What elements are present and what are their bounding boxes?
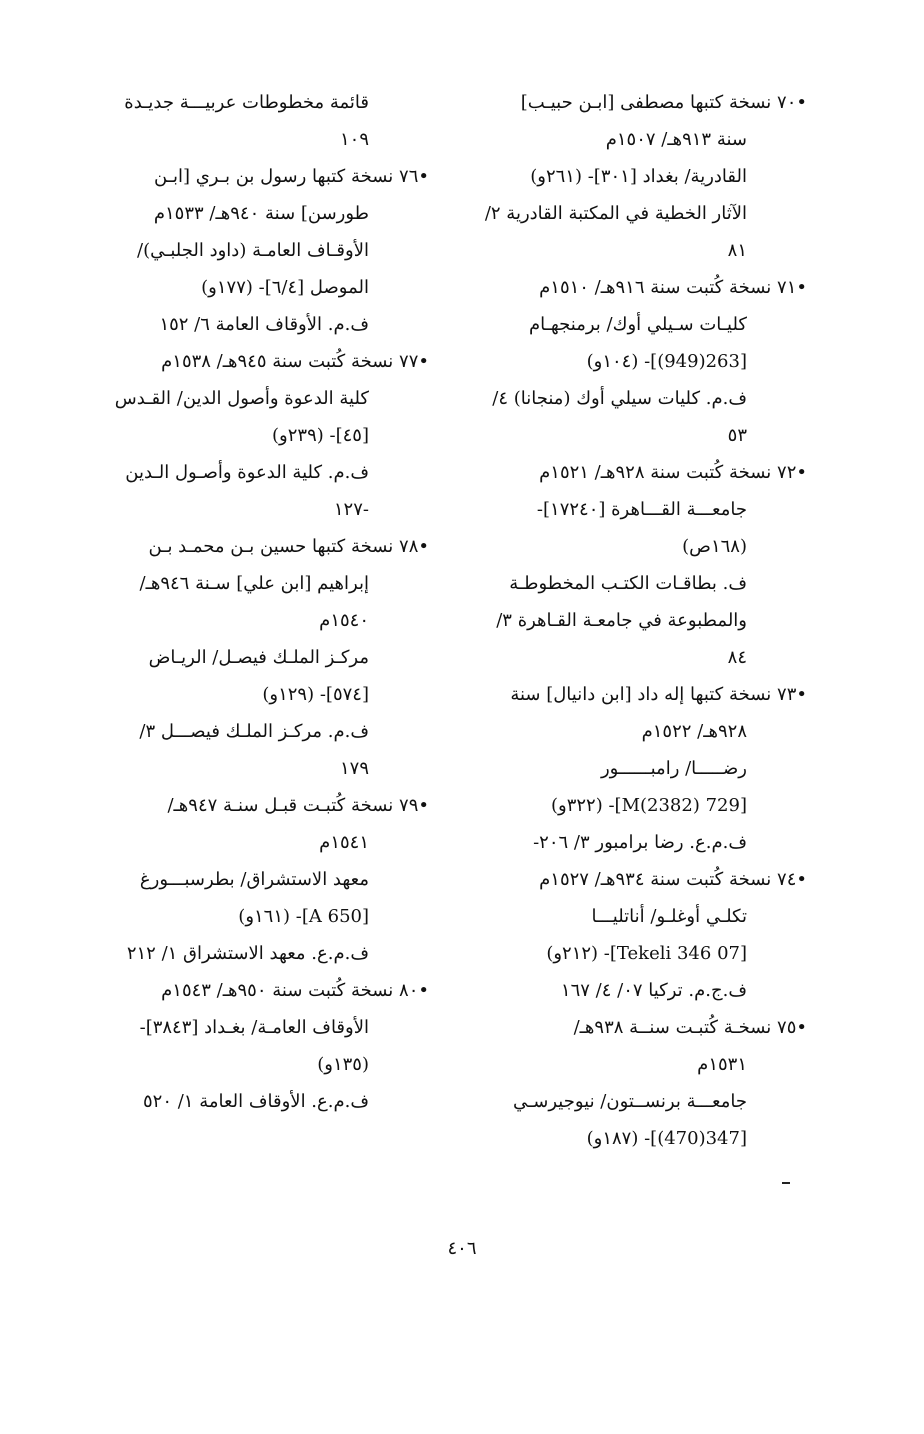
entry-76-date: طورسن] سنة ٩٤٠هـ/ ١٥٣٣م	[153, 203, 369, 224]
entry-74-heading: •٧٤ نسخة كُتبت سنة ٩٣٤هـ/ ١٥٢٧م	[539, 869, 807, 890]
entry-70-reference-cont: ٨١	[727, 240, 747, 261]
entry-77-shelfmark: [٤٥]- (٢٣٩و)	[272, 425, 369, 446]
left-column	[84, 84, 429, 1120]
entry-74-reference: ف.ج.م. تركيا ٠٧/ ٤/ ١٦٧	[560, 980, 747, 1001]
entry-77-reference-page: -١٢٧	[333, 499, 369, 520]
entry-75-location: جامعـــة برنســتون/ نيوجيرسـي	[512, 1091, 747, 1112]
entry-80-folios: (١٣٥و)	[317, 1054, 369, 1075]
entry-79-date: ١٥٤١م	[319, 832, 369, 853]
entry-73-reference: ف.م.ع. رضا برامبور ٣/ ٢٠٦-	[533, 832, 747, 853]
entry-73-shelfmark: [729 M(2382)]- (٣٢٢و)	[550, 795, 747, 816]
entry-74-shelfmark: [07 Tekeli 346]- (٢١٢و)	[546, 943, 747, 964]
entry-78-heading-cont: إبراهيم [ابن علي] سـنة ٩٤٦هـ/	[139, 573, 369, 594]
entry-76-location: الأوقـاف العامـة (داود الجلبـي)/	[137, 240, 369, 261]
entry-79-reference: ف.م.ع. معهد الاستشراق ١/ ٢١٢	[126, 943, 369, 964]
entry-80-location: الأوقاف العامـة/ بغـداد [٣٨٤٣]-	[139, 1017, 369, 1038]
entry-77-reference: ف.م. كلية الدعوة وأصـول الـدين	[125, 462, 369, 483]
page-number: ٤٠٦	[447, 1238, 477, 1259]
entry-79-heading: •٧٩ نسخة كُتبـت قبـل سنـة ٩٤٧هـ/	[167, 795, 429, 816]
entry-73-heading: •٧٣ نسخة كتبها إله داد [ابن دانيال] سنة	[510, 684, 807, 705]
entry-71-heading: •٧١ نسخة كُتبت سنة ٩١٦هـ/ ١٥١٠م	[539, 277, 807, 298]
entry-72-heading: •٧٢ نسخة كُتبت سنة ٩٢٨هـ/ ١٥٢١م	[539, 462, 807, 483]
entry-75-reference: قائمة مخطوطات عربيـــة جديـدة	[124, 92, 369, 113]
entry-76-heading: •٧٦ نسخة كتبها رسول بن بـري [ابـن	[153, 166, 429, 187]
entry-78-reference: ف.م. مركـز الملـك فيصـــل ٣/	[139, 721, 369, 742]
entry-72-reference-cont: والمطبوعة في جامعـة القـاهرة ٣/	[496, 610, 747, 631]
entry-75-reference-page: ١٠٩	[339, 129, 369, 150]
entry-78-date: ١٥٤٠م	[319, 610, 369, 631]
entry-74-location: تكلـي أوغلـو/ أناتليـــا	[591, 906, 747, 927]
entry-75-shelfmark: [347(470)]- (١٨٧و)	[586, 1128, 747, 1149]
entry-77-location: كلية الدعوة وأصول الدين/ القـدس	[114, 388, 369, 409]
entry-76-shelfmark: الموصل [٦/٤]- (١٧٧و)	[201, 277, 369, 298]
entry-78-location: مركـز الملـك فيصـل/ الريـاض	[148, 647, 369, 668]
entry-75-heading: •٧٥ نسخـة كُتبـت سنــة ٩٣٨هـ/	[573, 1017, 807, 1038]
entry-78-heading: •٧٨ نسخة كتبها حسين بـن محمـد بـن	[148, 536, 429, 557]
entry-71-location: كليـات سـيلي أوك/ برمنجهـام	[528, 314, 747, 335]
entry-70-date: سنة ٩١٣هـ/ ١٥٠٧م	[605, 129, 747, 150]
entry-78-shelfmark: [٥٧٤]- (١٢٩و)	[262, 684, 369, 705]
entry-73-date: ٩٢٨هـ/ ١٥٢٢م	[641, 721, 747, 742]
entry-72-location: جامعـــة القـــاهرة [١٧٢٤٠]-	[536, 499, 747, 520]
entry-79-location: معهد الاستشراق/ بطرسبـــورغ	[139, 869, 369, 890]
entry-77-heading: •٧٧ نسخة كُتبت سنة ٩٤٥هـ/ ١٥٣٨م	[161, 351, 429, 372]
entry-71-reference-cont: ٥٣	[727, 425, 747, 446]
entry-79-shelfmark: [A 650]- (١٦١و)	[238, 906, 369, 927]
stray-mark	[782, 1182, 790, 1184]
entry-71-shelfmark: [263(949)]- (١٠٤و)	[586, 351, 747, 372]
entry-70-heading: •٧٠ نسخة كتبها مصطفى [ابـن حبيـب]	[520, 92, 807, 113]
entry-76-reference: ف.م. الأوقاف العامة ٦/ ١٥٢	[159, 314, 369, 335]
entry-73-location: رضـــــا/ رامبــــــور	[600, 758, 747, 779]
entry-80-heading: •٨٠ نسخة كُتبت سنة ٩٥٠هـ/ ١٥٤٣م	[161, 980, 429, 1001]
entry-72-reference-page: ٨٤	[727, 647, 747, 668]
right-column	[462, 84, 807, 1157]
entry-71-reference: ف.م. كليات سيلي أوك (منجانا) ٤/	[492, 388, 747, 409]
entry-72-folios: (١٦٨ص)	[682, 536, 747, 557]
entry-78-reference-page: ١٧٩	[339, 758, 369, 779]
entry-80-reference: ف.م.ع. الأوقاف العامة ١/ ٥٢٠	[142, 1091, 369, 1112]
entry-72-reference: ف. بطاقـات الكتـب المخطوطـة	[509, 573, 747, 594]
entry-70-reference: الآثار الخطية في المكتبة القادرية ٢/	[484, 203, 747, 224]
entry-70-location: القادرية/ بغداد [٣٠١]- (٢٦١و)	[530, 166, 747, 187]
entry-75-date: ١٥٣١م	[697, 1054, 747, 1075]
